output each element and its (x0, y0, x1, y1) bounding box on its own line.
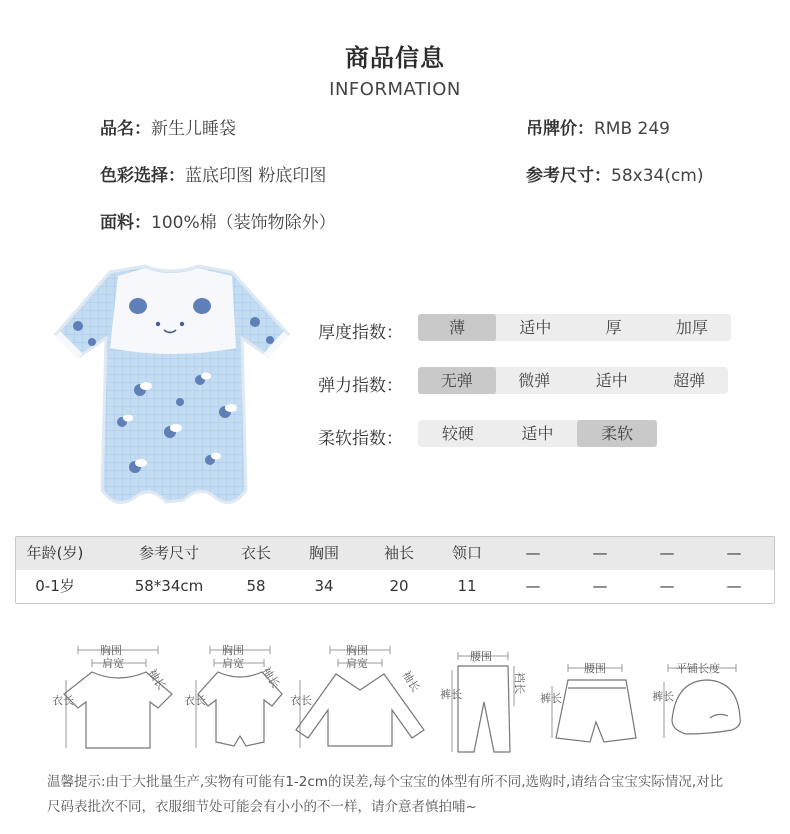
table-header-cell: — (659, 544, 675, 562)
softness-option-hard: 较硬 (441, 424, 474, 443)
diagram-label: 肩宽 (346, 657, 368, 670)
diagram-label: 袖长 (399, 668, 423, 695)
softness-option-medium: 适中 (521, 424, 554, 443)
table-cell: — (659, 577, 675, 595)
measurement-diagrams (0, 630, 790, 760)
table-header-cell: — (525, 544, 541, 562)
table-cell: 20 (389, 577, 409, 595)
diagram-label: 裤长 (652, 690, 674, 703)
diagram-label: 胸围 (346, 644, 368, 657)
product-image (50, 262, 295, 514)
info-color (100, 161, 326, 186)
page-title: 商品信息 (345, 44, 445, 72)
page-subtitle: INFORMATION (329, 79, 461, 100)
info-fabric-label: 面料： (100, 213, 151, 233)
diagram-label: 平铺长度 (676, 662, 720, 675)
table-cell: 58 (246, 577, 266, 595)
diagram-label: 衣长 (184, 694, 206, 707)
table-cell: 58*34cm (134, 577, 204, 595)
diagram-hat (652, 661, 740, 738)
info-size (526, 161, 704, 186)
info-color-value: 蓝底印图 粉底印图 (185, 166, 327, 186)
elasticity-option-medium: 适中 (595, 371, 628, 390)
diagram-pants (440, 650, 527, 752)
elasticity-option-slight: 微弹 (518, 371, 551, 390)
info-name-label: 品名： (100, 119, 151, 139)
diagram-label: 衣长 (290, 694, 312, 707)
diagram-longsleeve (290, 643, 424, 748)
table-header-row (16, 537, 774, 570)
info-price-value: RMB 249 (594, 119, 670, 139)
table-header-cell: — (592, 544, 608, 562)
diagram-label: 衣长 (52, 694, 74, 707)
info-color-label: 色彩选择： (100, 166, 185, 186)
table-cell: 11 (457, 577, 477, 595)
diagram-romper (184, 643, 283, 748)
elasticity-label: 弹力指数： (318, 376, 403, 396)
elasticity-option-none: 无弹 (418, 367, 496, 394)
diagram-label: 肩宽 (102, 657, 124, 670)
thickness-option-thick: 厚 (605, 318, 622, 337)
size-table (15, 536, 775, 604)
table-header-cell: 领口 (451, 544, 482, 562)
info-size-value: 58x34(cm) (611, 166, 704, 186)
info-fabric (100, 208, 336, 233)
thickness-label: 厚度指数： (318, 323, 403, 343)
table-header-cell: 参考尺寸 (138, 544, 199, 562)
info-name-value: 新生儿睡袋 (151, 119, 236, 139)
diagram-label: 裤长 (540, 692, 562, 705)
diagram-shorts (540, 662, 636, 742)
diagram-label: 裤长 (440, 688, 462, 701)
softness-label: 柔软指数： (318, 429, 403, 449)
footer-tip-line1: 温馨提示:由于大批量生产,实物有可能有1-2cm的误差,每个宝宝的体型有所不同,选购时,请结合宝宝实际情况,对比 (47, 774, 724, 790)
elasticity-option-super: 超弹 (673, 371, 706, 390)
info-price (526, 114, 670, 139)
info-price-label: 吊牌价： (526, 119, 594, 139)
info-name (100, 114, 236, 139)
softness-option-soft: 柔软 (577, 420, 657, 447)
table-header-cell: 衣长 (240, 544, 271, 562)
diagram-label: 腰围 (584, 662, 606, 675)
table-cell: 34 (314, 577, 334, 595)
table-header-cell: 袖长 (383, 544, 414, 562)
softness-scale (418, 420, 657, 447)
diagram-label: 胸围 (222, 644, 244, 657)
table-cell: — (726, 577, 742, 595)
diagram-tshirt (52, 643, 172, 748)
diagram-label: 裆长 (513, 672, 526, 694)
info-size-label: 参考尺寸： (526, 166, 611, 186)
table-header-cell: 胸围 (308, 544, 339, 562)
diagram-label: 袖长 (145, 666, 169, 693)
diagram-label: 袖长 (259, 664, 283, 691)
thickness-option-extra-thick: 加厚 (675, 318, 708, 337)
table-cell: — (592, 577, 608, 595)
diagram-label: 肩宽 (222, 657, 244, 670)
elasticity-scale (418, 367, 728, 394)
diagram-label: 腰围 (470, 650, 492, 663)
thickness-option-medium: 适中 (519, 318, 552, 337)
diagram-label: 胸围 (100, 644, 122, 657)
thickness-option-thin: 薄 (418, 314, 496, 341)
table-row (16, 570, 774, 603)
table-cell: — (525, 577, 541, 595)
info-fabric-value: 100%棉（装饰物除外） (151, 213, 336, 233)
thickness-scale (418, 314, 731, 341)
table-header-cell: — (726, 544, 742, 562)
table-cell: 0-1岁 (35, 577, 75, 595)
table-header-cell: 年龄(岁) (26, 544, 84, 562)
footer-tip-line2: 尺码表批次不同，衣服细节处可能会有小小的不一样，请介意者慎拍哺~ (47, 799, 477, 815)
